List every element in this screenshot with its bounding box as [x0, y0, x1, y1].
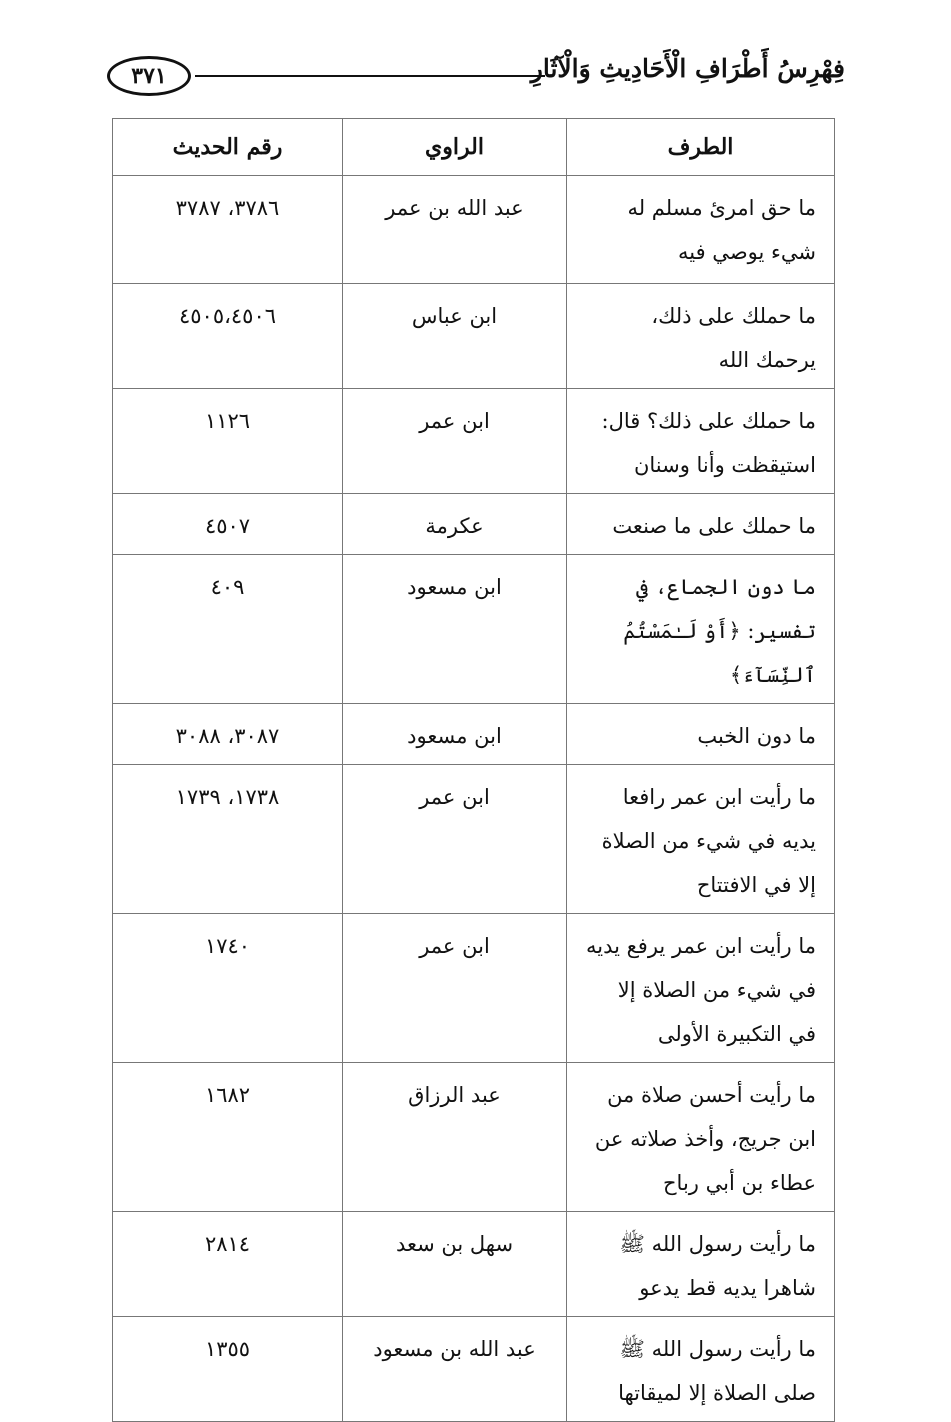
column-header-number: رقم الحديث — [113, 119, 343, 176]
hadith-number-cell: ١٧٣٨، ١٧٣٩ — [113, 765, 343, 914]
hadith-number-cell: ١١٢٦ — [113, 389, 343, 494]
table-row — [113, 284, 835, 389]
table-row — [113, 389, 835, 494]
running-title: فِهْرِسُ أَطْرَافِ الْأَحَادِيثِ وَالْآثَارِ — [530, 54, 845, 83]
hadith-number-cell: ٣٠٨٧، ٣٠٨٨ — [113, 704, 343, 765]
rawi-cell: عبد الله بن مسعود — [343, 1317, 567, 1422]
rawi-cell: ابن عمر — [343, 389, 567, 494]
table-row — [113, 914, 835, 1063]
hadith-number-cell: ٤٥٠٧ — [113, 494, 343, 555]
table-header-row — [113, 119, 835, 176]
hadith-number-cell: ١٣٥٥ — [113, 1317, 343, 1422]
rawi-cell: ابن عمر — [343, 765, 567, 914]
hadith-number-cell: ٢٨١٤ — [113, 1212, 343, 1317]
page-header — [105, 50, 845, 98]
tarf-cell: ما حق امرئ مسلم له شيء يوصي فيه — [567, 176, 835, 284]
table-row — [113, 765, 835, 914]
header-rule — [195, 75, 545, 77]
table-row — [113, 494, 835, 555]
hadith-number-cell: ٣٧٨٦، ٣٧٨٧ — [113, 176, 343, 284]
table-row — [113, 1063, 835, 1212]
hadith-number-cell: ١٧٤٠ — [113, 914, 343, 1063]
table-row — [113, 1317, 835, 1422]
hadith-index-table — [112, 118, 835, 1422]
table-row — [113, 176, 835, 284]
rawi-cell: عبد الله بن عمر — [343, 176, 567, 284]
page-number: ٣٧١ — [107, 56, 191, 96]
rawi-cell: ابن مسعود — [343, 555, 567, 704]
tarf-cell: ما رأيت ابن عمر رافعا يديه في شيء من الصلاة إلا في الافتتاح — [567, 765, 835, 914]
tarf-cell: ما حملك على ذلك، يرحمك الله — [567, 284, 835, 389]
rawi-cell: ابن عمر — [343, 914, 567, 1063]
rawi-cell: عكرمة — [343, 494, 567, 555]
hadith-number-cell: ١٦٨٢ — [113, 1063, 343, 1212]
tarf-cell: ما رأيت رسول الله ﷺ شاهرا يديه قط يدعو — [567, 1212, 835, 1317]
rawi-cell: ابن مسعود — [343, 704, 567, 765]
tarf-cell: ما رأيت أحسن صلاة من ابن جريج، وأخذ صلاته عن عطاء بن أبي رباح — [567, 1063, 835, 1212]
tarf-cell: ما رأيت رسول الله ﷺ صلى الصلاة إلا لميقاتها — [567, 1317, 835, 1422]
tarf-cell: ما حملك على ذلك؟ قال: استيقظت وأنا وسنان — [567, 389, 835, 494]
rawi-cell: عبد الرزاق — [343, 1063, 567, 1212]
table-row — [113, 555, 835, 704]
rawi-cell: سهل بن سعد — [343, 1212, 567, 1317]
tarf-cell: ما حملك على ما صنعت — [567, 494, 835, 555]
tarf-cell: ما دون الجماع، في تفسير: ﴿أَوْ لَـٰمَسْتُمُ ٱلنِّسَآءَ﴾ — [567, 555, 835, 704]
tarf-cell: ما رأيت ابن عمر يرفع يديه في شيء من الصلاة إلا في التكبيرة الأولى — [567, 914, 835, 1063]
table-row — [113, 704, 835, 765]
hadith-number-cell: ٤٠٩ — [113, 555, 343, 704]
column-header-tarf: الطرف — [567, 119, 835, 176]
table-row — [113, 1212, 835, 1317]
column-header-rawi: الراوي — [343, 119, 567, 176]
tarf-cell: ما دون الخبب — [567, 704, 835, 765]
rawi-cell: ابن عباس — [343, 284, 567, 389]
hadith-number-cell: ٤٥٠٥،٤٥٠٦ — [113, 284, 343, 389]
